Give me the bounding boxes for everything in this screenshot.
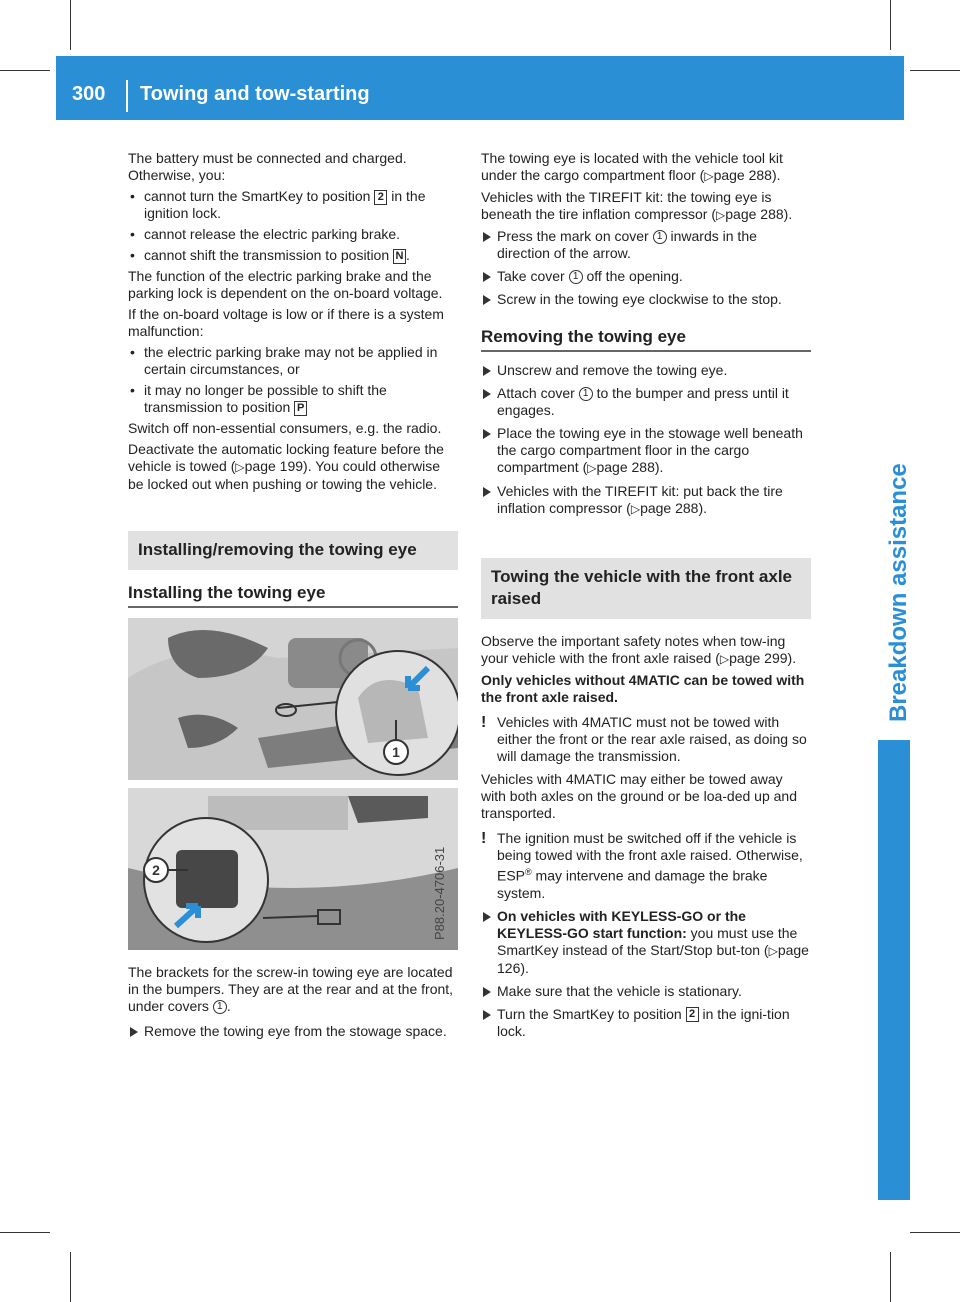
- figure-callout-1: 1: [392, 744, 400, 760]
- paragraph: Observe the important safety notes when tow-ing your vehicle with the front axle raised (▷page 299).: [481, 633, 797, 666]
- paragraph: Vehicles with the TIREFIT kit: the towing eye is beneath the tire inflation compressor (▷page 288).: [481, 189, 793, 222]
- header-divider: [126, 80, 128, 112]
- paragraph: Vehicles with 4MATIC may either be towed away with both axles on the ground or be loa-ded up and transported.: [481, 771, 798, 821]
- crop-mark: [70, 1252, 71, 1302]
- subheading: Removing the towing eye: [481, 328, 811, 352]
- page-ref-link[interactable]: page 126: [497, 941, 809, 976]
- list-item: • cannot turn the SmartKey to position 2 in the ignition lock.: [128, 188, 458, 222]
- paragraph: The towing eye is located with the vehicle tool kit under the cargo compartment floor (▷page 288).: [481, 150, 783, 183]
- towing-eye-illustration: [128, 618, 458, 950]
- instruction-step: Place the towing eye in the stowage well beneath the cargo compartment floor in the cargo compartment (▷page 288).: [481, 425, 811, 477]
- list-item: • it may no longer be possible to shift the transmission to position P: [128, 382, 458, 416]
- page-title: Towing and tow-starting: [140, 83, 370, 105]
- paragraph-bold: Only vehicles without 4MATIC can be towed with the front axle raised.: [481, 672, 805, 705]
- paragraph: The function of the electric parking brake and the parking lock is dependent on the on-board voltage.: [128, 268, 443, 301]
- crop-mark: [890, 1252, 891, 1302]
- page-ref-arrow-icon: ▷: [587, 461, 597, 475]
- page-ref-arrow-icon: ▷: [704, 169, 714, 183]
- paragraph: The battery must be connected and charged. Otherwise, you:: [128, 150, 407, 183]
- instruction-step: Press the mark on cover 1 inwards in the direction of the arrow.: [481, 228, 811, 262]
- instruction-step: Take cover 1 off the opening.: [481, 268, 811, 285]
- section-heading: Towing the vehicle with the front axle raised: [481, 558, 811, 619]
- instruction-step: Attach cover 1 to the bumper and press until it engages.: [481, 385, 811, 419]
- warning-icon: !: [481, 714, 487, 731]
- list-item: • cannot shift the transmission to position N .: [128, 247, 458, 264]
- chapter-tab: [878, 740, 910, 1200]
- crop-mark: [910, 70, 960, 71]
- section-heading: Installing/removing the towing eye: [128, 531, 458, 570]
- instruction-step: Make sure that the vehicle is stationary.: [481, 983, 811, 1000]
- page-ref-link[interactable]: page 288: [713, 167, 772, 183]
- paragraph: If the on-board voltage is low or if there is a system malfunction:: [128, 306, 444, 339]
- figure-callout-2: 2: [152, 862, 160, 878]
- page-ref-link[interactable]: page 299: [729, 650, 788, 666]
- instruction-step: Turn the SmartKey to position 2 in the igni-tion lock.: [481, 1006, 811, 1040]
- callout-number: 1: [579, 387, 593, 401]
- position-key: 2: [374, 190, 387, 205]
- instruction-step: On vehicles with KEYLESS-GO or the KEYLESS-GO start function: you must use the SmartKey instead of the Start/Stop but-ton (▷page 126).: [481, 908, 811, 977]
- warning-note: ! Vehicles with 4MATIC must not be towed with either the front or the rear axle raised, as doing so will damage the transmission.: [481, 714, 807, 764]
- warning-icon: !: [481, 830, 487, 847]
- page-number: 300: [72, 83, 106, 105]
- crop-mark: [0, 1232, 50, 1233]
- list-item: • cannot release the electric parking brake.: [128, 226, 458, 243]
- subheading: Installing the towing eye: [128, 584, 458, 608]
- crop-mark: [890, 0, 891, 50]
- page-ref-link[interactable]: page 288: [640, 500, 699, 516]
- crop-mark: [0, 70, 50, 71]
- instruction-step: Remove the towing eye from the stowage space.: [128, 1023, 458, 1040]
- warning-note: ! The ignition must be switched off if the vehicle is being towed with the front axle raised. Otherwise, ESP® may intervene and damage the brake system.: [481, 830, 803, 901]
- towing-eye-figure: [128, 618, 458, 950]
- chapter-label: Breakdown assistance: [885, 463, 912, 722]
- page-ref-arrow-icon: ▷: [716, 208, 726, 222]
- paragraph: Switch off non-essential consumers, e.g. the radio.: [128, 420, 442, 436]
- callout-number: 1: [569, 270, 583, 284]
- position-key: P: [294, 401, 307, 416]
- page-ref-arrow-icon: ▷: [768, 943, 778, 958]
- right-column: [481, 150, 811, 1046]
- crop-mark: [70, 0, 71, 50]
- left-column: [128, 150, 458, 1046]
- instruction-step: Vehicles with the TIREFIT kit: put back the tire inflation compressor (▷page 288).: [481, 483, 811, 518]
- callout-number: 1: [653, 230, 667, 244]
- position-key: N: [393, 249, 406, 264]
- figure-code: P88.20-4706-31: [432, 846, 447, 940]
- page-ref-link[interactable]: page 288: [725, 206, 784, 222]
- page-ref-link[interactable]: page 288: [596, 459, 655, 475]
- paragraph: Deactivate the automatic locking feature before the vehicle is towed (▷page 199). You could otherwise be locked out when pushing or towing the vehicle.: [128, 441, 444, 492]
- page-ref-arrow-icon: ▷: [630, 502, 641, 516]
- page-ref-arrow-icon: ▷: [719, 652, 730, 666]
- page-ref-arrow-icon: ▷: [235, 460, 245, 474]
- list-item: • the electric parking brake may not be applied in certain circumstances, or: [128, 344, 458, 378]
- position-key: 2: [686, 1007, 699, 1022]
- instruction-step: Unscrew and remove the towing eye.: [481, 362, 811, 379]
- page-ref-link[interactable]: page 199: [244, 458, 304, 474]
- instruction-step: Screw in the towing eye clockwise to the stop.: [481, 291, 811, 308]
- paragraph: The brackets for the screw-in towing eye are located in the bumpers. They are at the rear and at the front, under covers 1 .: [128, 964, 454, 1014]
- callout-number: 1: [213, 1000, 227, 1014]
- crop-mark: [910, 1232, 960, 1233]
